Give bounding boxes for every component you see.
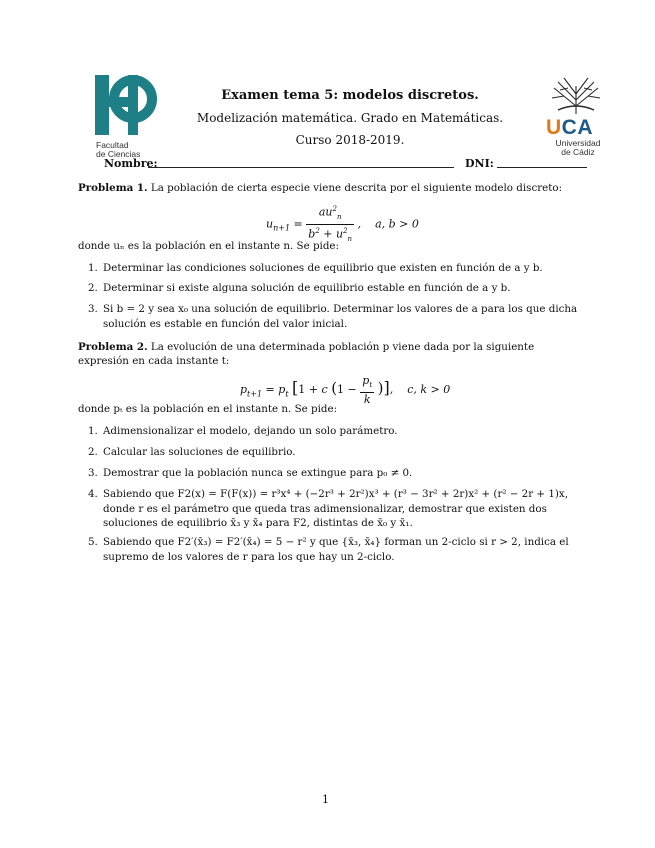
problem1-intro [78,181,578,195]
faculty-line1: Facultad [96,140,129,150]
problem2-intro-text: La evolución de una determinada población p viene dada por la siguiente expresión en cada instante t: [78,341,535,367]
name-label: Nombre: [104,157,158,170]
item-number: 1. [88,425,98,437]
uca-ca: CA [561,116,594,139]
page-number: 1 [322,793,329,806]
exam-subtitle: Modelización matemática. Grado en Matemáticas. [196,111,504,125]
eq1-lhs: u [266,217,274,231]
problem2-item [88,487,578,531]
item-text: Si b = 2 y sea x₀ una solución de equilibrio. Determinar los valores de a para los que dicha solución es estable en función del valor inicial. [103,303,578,330]
item-text: Determinar si existe alguna solución de equilibrio estable en función de a y b. [103,282,511,294]
problem2-item [88,424,578,439]
problem2-intro [78,340,578,368]
item-text: Demostrar que la población nunca se extingue para p₀ ≠ 0. [103,467,413,479]
problem2-equation: $p_{t+1} = p_t$ [1 + c (1 − $\frac{p_t}{k}$ )], c, k > 0 [240,374,451,407]
problem1-intro-text: La población de cierta especie viene descrita por el siguiente modelo discreto: [150,182,563,194]
problem2-item [88,535,578,564]
item-number: 5. [88,536,98,548]
eq1-fraction: $\frac{au^2_n}{b^2 + u^2_n}$ [308,205,353,243]
problem1-after-eq: donde uₙ es la población en el instante n. Se pide: [78,240,339,252]
faculty-line2: de Ciencias [96,149,141,159]
item-text: Adimensionalizar el modelo, dejando un solo parámetro. [103,425,398,437]
problem1-equation: $u_{n+1}$ = $\frac{au^2_n}{b^2 + u^2_n}$ , a, b > 0 [266,203,419,246]
name-field[interactable] [148,167,454,168]
problem2-label: Problema 2. [78,341,148,353]
dni-field[interactable] [497,167,587,168]
item-number: 4. [88,488,98,500]
item-number: 2. [88,446,98,458]
dni-label: DNI: [465,157,494,170]
eq1-condition: a, b > 0 [375,217,419,231]
problem2-item [88,445,578,460]
item-text: Sabiendo que F2(x) = F(F(x)) = r³x⁴ + (−2r³ + 2r²)x³ + (r³ − 3r² + 2r)x² + (r² − 2r + 1)x, donde r es el parámetro que queda tras adimensionalizar, demostrar que existen dos soluciones de equilibrio x̄₃ y x̄₄ para F2, distintas de x̄₀ y x̄₁. [103,488,568,529]
eq2-fraction: $\frac{p_t}{k}$ [362,374,373,407]
item-text: Calcular las soluciones de equilibrio. [103,446,296,458]
problem1-label: Problema 1. [78,182,148,194]
problem1-item [88,281,578,296]
uca-u: U [546,116,562,139]
problem2-after-eq: donde pₜ es la población en el instante n. Se pide: [78,403,338,415]
title-block [180,88,520,148]
university-line2: de Cádiz [561,147,595,157]
problem1-item [88,302,578,331]
item-number: 3. [88,303,98,315]
item-text: Determinar las condiciones soluciones de equilibrio que existen en función de a y b. [103,262,543,274]
item-number: 1. [88,262,98,274]
item-text: Sabiendo que F2′(x̄₃) = F2′(x̄₄) = 5 − r² y que {x̄₃, x̄₄} forman un 2-ciclo si r > 2, indica el supremo de los valores de r para los que hay un 2-ciclo. [103,536,569,563]
problem2-item [88,466,578,481]
exam-course: Curso 2018-2019. [295,133,405,147]
eq2-condition: c, k > 0 [407,383,451,397]
problem1-item [88,261,578,276]
uca-wordmark [546,116,593,140]
university-line1: Universidad [555,138,601,148]
exam-title: Examen tema 5: modelos discretos. [221,88,479,103]
item-number: 2. [88,282,98,294]
item-number: 3. [88,467,98,479]
university-name [549,139,607,157]
